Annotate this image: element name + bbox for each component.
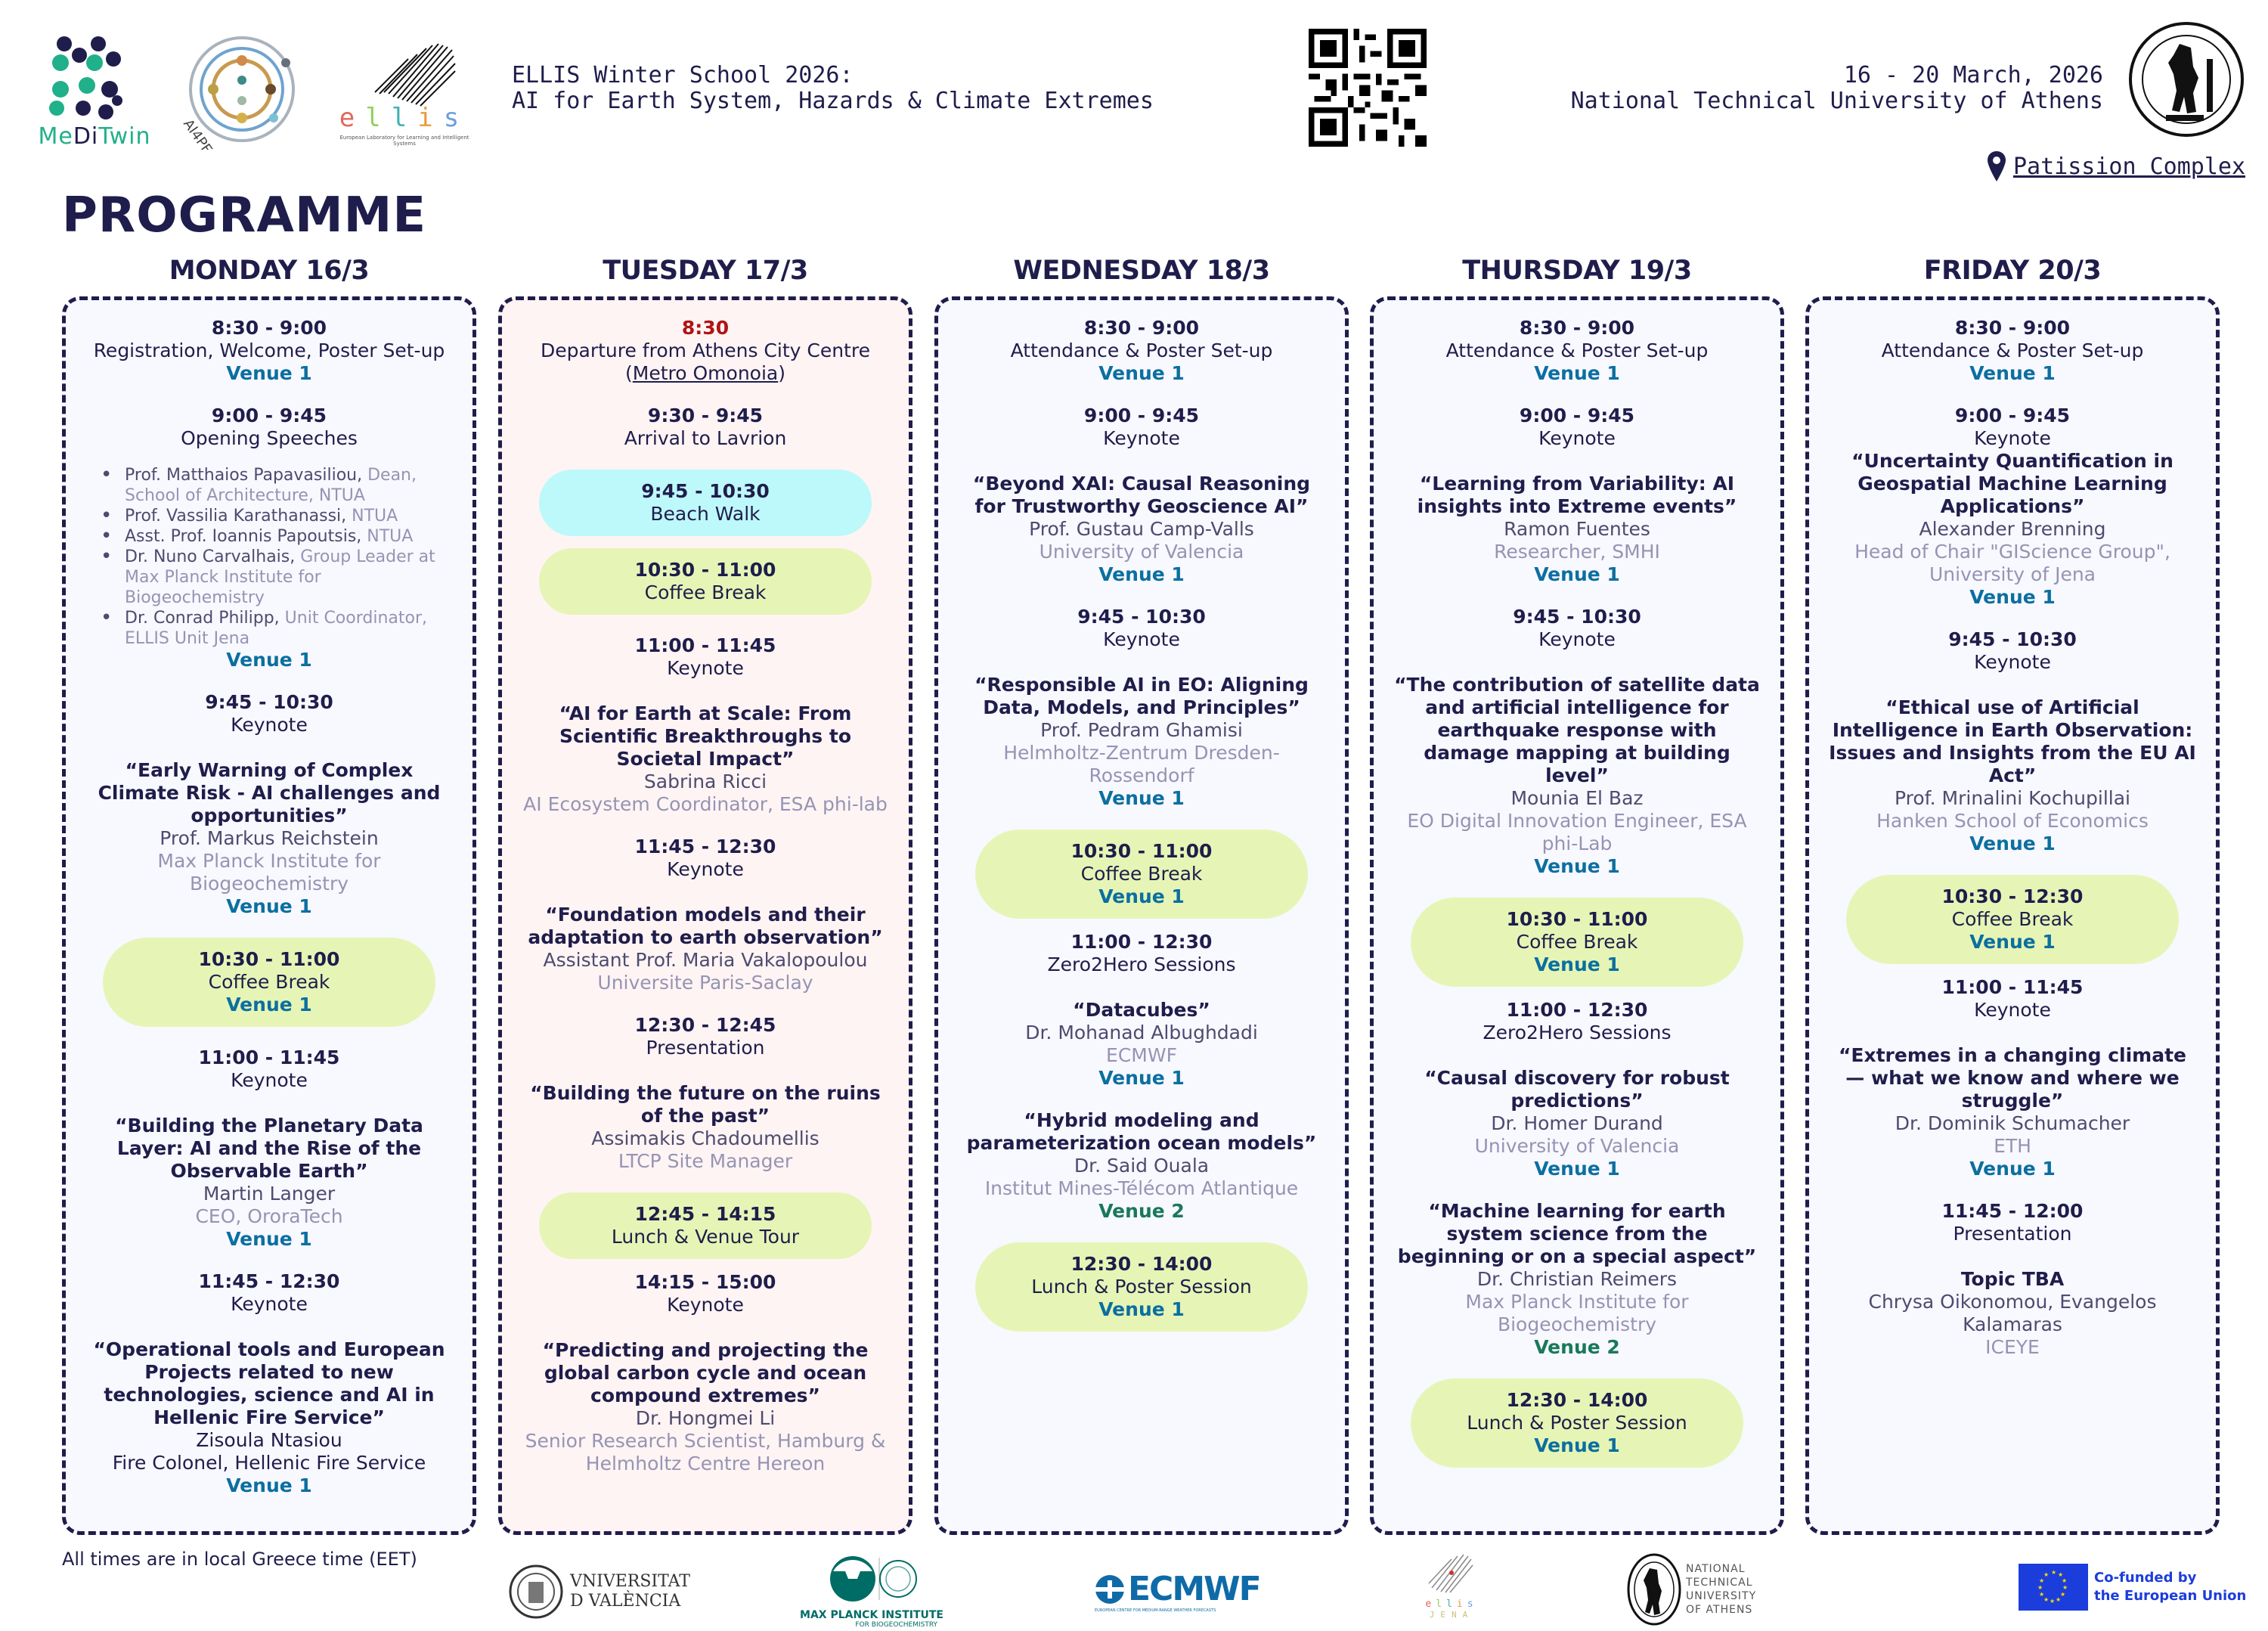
- schedule-slot: [522, 634, 889, 816]
- schedule-slot: [1829, 317, 2196, 385]
- talk-title: “Hybrid modeling and parameterization ocean models”: [966, 1109, 1317, 1154]
- day-column-friday: [1805, 296, 2220, 1535]
- venue-label: Venue 1: [226, 1228, 312, 1250]
- ai4pex-logo: [181, 29, 302, 150]
- schedule-slot: [1829, 1200, 2196, 1359]
- speaker-affiliation: ICEYE: [1985, 1336, 2040, 1358]
- speaker-name: Assimakis Chadoumellis: [591, 1127, 820, 1149]
- zero2hero-session: [958, 1109, 1325, 1223]
- speaker-list-item: • Prof. Vassilia Karathanassi, NTUA: [101, 506, 453, 526]
- slot-time: 8:30 - 9:00: [1083, 317, 1200, 339]
- speaker-name: Alexander Brenning: [1919, 518, 2106, 540]
- qr-code[interactable]: [1309, 29, 1427, 147]
- speaker-affiliation: Hanken School of Economics: [1876, 810, 2149, 832]
- slot-activity: Lunch & Poster Session: [1031, 1276, 1252, 1298]
- ntua-seal-icon: [2127, 21, 2246, 138]
- coffee-break-slot: [103, 938, 435, 1027]
- slot-activity: Coffee Break: [1951, 908, 2074, 930]
- talk-title: “Beyond XAI: Causal Reasoning for Trustworthy Geoscience AI”: [972, 473, 1311, 517]
- speaker-list-item: • Prof. Matthaios Papavasiliou, Dean, School of Architecture, NTUA: [101, 465, 453, 506]
- talk-title: “Causal discovery for robust predictions”: [1424, 1067, 1730, 1112]
- talk-title: “AI for Earth at Scale: From Scientific Breakthroughs to Societal Impact”: [559, 702, 852, 770]
- ecmwf-emblem-icon: [1095, 1574, 1125, 1605]
- slot-activity: Keynote: [667, 657, 744, 679]
- slot-time: 12:30 - 12:45: [634, 1014, 776, 1036]
- day-header-friday: FRIDAY 20/3: [1923, 256, 2102, 286]
- slot-time: 14:15 - 15:00: [634, 1271, 776, 1293]
- coffee-break-slot: [975, 829, 1308, 919]
- speaker-affiliation: Max Planck Institute for Biogeochemistry: [1465, 1291, 1689, 1335]
- meditwin-dots-icon: [38, 29, 151, 119]
- venue-label: Venue 1: [1098, 787, 1185, 809]
- speaker-list-item: • Dr. Nuno Carvalhais, Group Leader at Max Planck Institute for Biogeochemistry: [101, 547, 453, 608]
- slot-time: 9:00 - 9:45: [1954, 405, 2071, 426]
- venue-label: Venue 1: [1969, 362, 2056, 384]
- europe-map-icon: [333, 29, 476, 112]
- day-column-thursday: [1370, 296, 1784, 1535]
- speaker-affiliation: Universite Paris-Saclay: [597, 972, 813, 994]
- slot-activity: Attendance & Poster Set-up: [1881, 340, 2144, 361]
- max-planck-logo: MAX PLANCK INSTITUTE FOR BIOGEOCHEMISTRY: [792, 1552, 951, 1629]
- venue-label: Venue 1: [1534, 362, 1620, 384]
- venue-label: Venue 1: [226, 362, 312, 384]
- departure-location: (Metro Omonoia): [625, 362, 785, 384]
- slot-activity: Keynote: [231, 1069, 308, 1091]
- slot-activity: Departure from Athens City Centre: [541, 340, 870, 361]
- meditwin-logo: [38, 29, 151, 150]
- svg-text:★: ★: [2037, 1584, 2043, 1591]
- svg-text:★: ★: [2051, 1569, 2057, 1576]
- timezone-note: All times are in local Greece time (EET): [62, 1549, 417, 1570]
- speaker-affiliation: University of Valencia: [1474, 1135, 1680, 1157]
- slot-activity: Beach Walk: [650, 503, 761, 525]
- slot-activity: Attendance & Poster Set-up: [1445, 340, 1709, 361]
- slot-time: 10:30 - 11:00: [1506, 908, 1648, 930]
- meditwin-wordmark: MeDiTwin: [38, 123, 151, 150]
- speaker-affiliation: EO Digital Innovation Engineer, ESA phi-Lab: [1407, 810, 1747, 854]
- lunch-slot: [975, 1242, 1308, 1332]
- venue-label: Venue 1: [1534, 563, 1620, 585]
- schedule-slot: [85, 691, 453, 918]
- talk-title: “Operational tools and European Projects related to new technologies, science and AI in Hellenic Fire Service”: [93, 1338, 445, 1428]
- venue-label: Venue 1: [1098, 885, 1185, 907]
- speaker-affiliation: ETH: [1994, 1135, 2031, 1157]
- slot-activity: Lunch & Venue Tour: [611, 1226, 800, 1248]
- venue-label: Venue 1: [1969, 931, 2056, 953]
- venue-label: Venue 1: [1098, 1067, 1185, 1089]
- speaker-name: Dr. Hongmei Li: [635, 1407, 776, 1429]
- schedule-slot: [522, 1271, 889, 1475]
- zero2hero-session: [1393, 1067, 1761, 1180]
- ai4pex-network-icon: [181, 29, 302, 150]
- schedule-slot: [85, 317, 453, 385]
- eu-flag-icon: [2019, 1564, 2088, 1611]
- talk-title: “The contribution of satellite data and artificial intelligence for earthquake response with damage mapping at building level”: [1394, 674, 1760, 786]
- venue-label: Venue 1: [226, 1474, 312, 1496]
- venue-label: Venue 1: [1098, 563, 1185, 585]
- talk-title: “Ethical use of Artificial Intelligence in Earth Observation: Issues and Insights from the EU AI Act”: [1829, 696, 2196, 786]
- talk-title: Topic TBA: [1960, 1268, 2065, 1290]
- lunch-slot: [1411, 1378, 1743, 1468]
- europe-map-icon: [1421, 1549, 1482, 1595]
- speaker-name: Chrysa Oikonomou, Evangelos Kalamaras: [1868, 1291, 2157, 1335]
- day-header-tuesday: TUESDAY 17/3: [603, 256, 808, 286]
- lunch-slot: [539, 1192, 872, 1259]
- schedule-slot: [85, 405, 453, 671]
- speaker-affiliation: Head of Chair "GIScience Group", University of Jena: [1854, 541, 2170, 585]
- svg-text:★: ★: [2062, 1584, 2068, 1591]
- talk-title: “Learning from Variability: AI insights into Extreme events”: [1417, 473, 1737, 517]
- speaker-affiliation: LTCP Site Manager: [618, 1150, 793, 1172]
- speaker-name: Dr. Homer Durand: [1491, 1112, 1663, 1134]
- venue-label: Venue 1: [1098, 362, 1185, 384]
- talk-title: “Extremes in a changing climate — what we know and where we struggle”: [1838, 1044, 2187, 1112]
- slot-activity: Zero2Hero Sessions: [1047, 953, 1236, 975]
- slot-time: 9:30 - 9:45: [647, 405, 764, 426]
- event-title-line2: AI for Earth System, Hazards & Climate Extremes: [512, 88, 1154, 114]
- talk-title: “Datacubes”: [1073, 999, 1210, 1021]
- speaker-name: Dr. Said Ouala: [1074, 1155, 1210, 1177]
- venue-label: Venue 1: [1969, 586, 2056, 608]
- slot-time: 11:00 - 11:45: [1941, 976, 2084, 998]
- day-column-monday: [62, 296, 476, 1535]
- svg-text:★: ★: [2039, 1591, 2045, 1598]
- talk-title: “Foundation models and their adaptation to earth observation”: [528, 904, 883, 948]
- max-planck-emblem-icon: [823, 1552, 921, 1606]
- slot-time: 8:30 - 9:00: [1519, 317, 1635, 339]
- schedule-slot: [1393, 999, 1761, 1359]
- slot-activity: Presentation: [646, 1037, 765, 1059]
- page-title: PROGRAMME: [62, 188, 427, 243]
- schedule-slot: [85, 1047, 453, 1251]
- slot-time: 8:30 - 9:00: [211, 317, 327, 339]
- svg-text:★: ★: [2056, 1596, 2062, 1603]
- speaker-affiliation: CEO, OroraTech: [195, 1205, 343, 1227]
- talk-title: “Uncertainty Quantification in Geospatial Machine Learning Applications”: [1851, 450, 2174, 517]
- slot-activity: Presentation: [1953, 1223, 2072, 1245]
- coffee-break-slot: [1411, 898, 1743, 987]
- schedule-slot: [522, 1014, 889, 1173]
- venue-label: Venue 2: [1534, 1336, 1620, 1358]
- slot-activity: Coffee Break: [1080, 863, 1203, 885]
- slot-activity: Coffee Break: [208, 971, 330, 993]
- venue-label: Venue 1: [1534, 855, 1620, 877]
- venue-location-link[interactable]: [1988, 151, 2245, 181]
- event-dates: [1571, 63, 2103, 114]
- slot-activity: Opening Speeches: [181, 427, 358, 449]
- speaker-name: Mounia El Baz: [1510, 787, 1644, 809]
- svg-text:★: ★: [2058, 1571, 2064, 1578]
- slot-time: 11:45 - 12:00: [1941, 1200, 2084, 1222]
- event-university: National Technical University of Athens: [1570, 88, 2103, 114]
- event-title-line1: ELLIS Winter School 2026:: [512, 62, 854, 88]
- slot-activity: Coffee Break: [1516, 931, 1638, 953]
- venue-label: Venue 1: [1534, 1158, 1620, 1180]
- day-column-wednesday: [934, 296, 1349, 1535]
- ntua-seal-icon: [1627, 1552, 1681, 1627]
- slot-time: 9:45 - 10:30: [1077, 606, 1206, 628]
- slot-activity: Attendance & Poster Set-up: [1010, 340, 1273, 361]
- day-header-wednesday: WEDNESDAY 18/3: [1013, 256, 1270, 286]
- speaker-name: Prof. Markus Reichstein: [160, 827, 379, 849]
- slot-activity: Keynote: [1103, 628, 1180, 650]
- speaker-affiliation: University of Valencia: [1039, 541, 1244, 563]
- day-header-thursday: THURSDAY 19/3: [1462, 256, 1692, 286]
- speaker-name: Zisoula Ntasiou: [196, 1429, 342, 1451]
- slot-activity: Zero2Hero Sessions: [1483, 1022, 1672, 1043]
- slot-activity: Keynote: [1974, 651, 2051, 673]
- slot-time: 8:30: [681, 317, 730, 339]
- schedule-slot: [958, 931, 1325, 1223]
- speaker-name: Sabrina Ricci: [643, 771, 767, 792]
- speaker-name: Dr. Christian Reimers: [1476, 1268, 1678, 1290]
- ellis-jena-logo: ellis JENA: [1421, 1549, 1482, 1620]
- slot-time: 9:00 - 9:45: [211, 405, 327, 426]
- speaker-list: [101, 465, 453, 649]
- slot-activity: Keynote: [1538, 427, 1616, 449]
- ellis-logo: [333, 29, 476, 150]
- svg-text:★: ★: [2039, 1577, 2045, 1584]
- slot-activity: Keynote: [1538, 628, 1616, 650]
- qr-code-icon: [1309, 29, 1427, 147]
- speaker-name: Ramon Fuentes: [1504, 518, 1650, 540]
- venue-label: Venue 1: [1534, 953, 1620, 975]
- svg-text:AI4PEX: AI4PEX: [181, 116, 221, 150]
- venue-label: Venue 1: [1969, 1158, 2056, 1180]
- schedule-slot: [522, 405, 889, 450]
- slot-activity: Keynote: [667, 858, 744, 880]
- slot-activity: Coffee Break: [644, 581, 767, 603]
- venue-label: Venue 1: [1098, 1298, 1185, 1320]
- eu-cofunded-logo: ★ ★ ★ ★ ★ ★ ★ ★ ★ ★ ★ ★ Co-funded by the European Union: [2019, 1564, 2246, 1611]
- speaker-name: Martin Langer: [203, 1183, 336, 1205]
- venue-label: Venue 1: [226, 994, 312, 1015]
- ellis-subtitle: European Laboratory for Learning and Intelligent Systems: [339, 135, 469, 147]
- map-pin-icon: [1988, 151, 2006, 181]
- slot-time: 11:45 - 12:30: [198, 1270, 340, 1292]
- slot-time: 9:45 - 10:30: [641, 480, 770, 502]
- slot-activity: Keynote: [667, 1294, 744, 1316]
- schedule-slot: [522, 836, 889, 994]
- slot-time: 12:30 - 14:00: [1070, 1253, 1213, 1275]
- slot-time: 9:00 - 9:45: [1083, 405, 1200, 426]
- ellis-wordmark: ellis: [339, 103, 470, 133]
- speaker-affiliation: Senior Research Scientist, Hamburg & Helmholtz Centre Hereon: [525, 1430, 886, 1474]
- schedule-slot: [1829, 628, 2196, 855]
- slot-time: 10:30 - 11:00: [198, 948, 340, 970]
- speaker-affiliation: Max Planck Institute for Biogeochemistry: [157, 850, 381, 895]
- partner-logos: [38, 29, 476, 150]
- talk-title: “Early Warning of Complex Climate Risk - AI challenges and opportunities”: [98, 759, 441, 826]
- zero2hero-session: [1393, 1200, 1761, 1359]
- slot-activity: Registration, Welcome, Poster Set-up: [93, 340, 445, 361]
- talk-title: “Predicting and projecting the global carbon cycle and ocean compound extremes”: [542, 1339, 869, 1406]
- slot-time: 11:00 - 11:45: [198, 1047, 340, 1068]
- speaker-name: Dr. Dominik Schumacher: [1895, 1112, 2130, 1134]
- slot-time: 9:00 - 9:45: [1519, 405, 1635, 426]
- svg-text:★: ★: [2050, 1598, 2056, 1605]
- schedule-slot: [958, 606, 1325, 810]
- talk-title: “Responsible AI in EO: Aligning Data, Models, and Principles”: [974, 674, 1309, 718]
- talk-title: “Building the future on the ruins of the past”: [530, 1082, 881, 1127]
- slot-activity: Keynote: [231, 1293, 308, 1315]
- slot-time: 11:00 - 12:30: [1506, 999, 1648, 1021]
- schedule-slot: [522, 317, 889, 385]
- slot-time: 11:45 - 12:30: [634, 836, 776, 857]
- slot-time: 12:30 - 14:00: [1506, 1389, 1648, 1411]
- svg-text:★: ★: [2043, 1571, 2050, 1578]
- speaker-name: Prof. Pedram Ghamisi: [1040, 719, 1243, 741]
- schedule-slot: [1393, 606, 1761, 878]
- slot-activity: Lunch & Poster Session: [1467, 1412, 1687, 1434]
- metro-omonoia-link[interactable]: Metro Omonoia: [632, 362, 779, 384]
- slot-time: 10:30 - 12:30: [1941, 885, 2084, 907]
- event-date-range: 16 - 20 March, 2026: [1843, 62, 2103, 88]
- day-column-tuesday: [498, 296, 912, 1535]
- ecmwf-logo: ECMWF EUROPEAN CENTRE FOR MEDIUM-RANGE WEATHER FORECASTS: [1095, 1570, 1260, 1613]
- venue-label: Venue 1: [1534, 1434, 1620, 1456]
- valencia-logo: VNIVERSITAT D VALÈNCIA: [508, 1564, 690, 1620]
- coffee-break-slot: [539, 548, 872, 615]
- ntua-footer-logo: NATIONAL TECHNICAL UNIVERSITY OF ATHENS: [1627, 1552, 1756, 1627]
- event-title: [512, 63, 1154, 114]
- slot-activity: Keynote: [1974, 999, 2051, 1021]
- slot-time: 10:30 - 11:00: [634, 559, 776, 581]
- speaker-name: Prof. Mrinalini Kochupillai: [1895, 787, 2130, 809]
- schedule-slot: [1393, 405, 1761, 586]
- venue-label: Venue 1: [226, 649, 312, 671]
- slot-activity: Keynote: [1974, 427, 2051, 449]
- slot-time: 9:45 - 10:30: [205, 691, 333, 713]
- slot-time: 9:45 - 10:30: [1513, 606, 1641, 628]
- speaker-affiliation: Researcher, SMHI: [1494, 541, 1660, 563]
- venue-location-label[interactable]: Patission Complex: [2012, 153, 2245, 180]
- venue-label: Venue 2: [1098, 1200, 1185, 1222]
- schedule-slot: [958, 317, 1325, 385]
- speaker-affiliation: Fire Colonel, Hellenic Fire Service: [112, 1452, 426, 1474]
- schedule-slot: [958, 405, 1325, 586]
- speaker-affiliation: ECMWF: [1106, 1044, 1177, 1066]
- speaker-affiliation: Institut Mines-Télécom Atlantique: [984, 1177, 1299, 1199]
- zero2hero-session: [958, 999, 1325, 1090]
- valencia-seal-icon: [508, 1564, 564, 1620]
- speaker-list-item: • Dr. Conrad Philipp, Unit Coordinator, ELLIS Unit Jena: [101, 608, 453, 649]
- svg-text:★: ★: [2060, 1591, 2066, 1598]
- coffee-break-slot: [1846, 875, 2179, 964]
- ntua-seal-logo: [2127, 21, 2246, 138]
- speaker-name: Prof. Gustau Camp-Valls: [1029, 518, 1254, 540]
- schedule-slot: [1393, 317, 1761, 385]
- slot-activity: Keynote: [231, 714, 308, 736]
- day-header-monday: MONDAY 16/3: [169, 256, 370, 286]
- venue-label: Venue 1: [1969, 833, 2056, 854]
- schedule-slot: [1829, 976, 2196, 1180]
- slot-time: 12:45 - 14:15: [634, 1203, 776, 1225]
- svg-text:★: ★: [2043, 1596, 2050, 1603]
- speaker-affiliation: AI Ecosystem Coordinator, ESA phi-lab: [523, 793, 888, 815]
- schedule-slot: [85, 1270, 453, 1497]
- slot-activity: Keynote: [1103, 427, 1180, 449]
- schedule-slot: [1829, 405, 2196, 609]
- talk-title: “Machine learning for earth system science from the beginning or on a special aspect”: [1397, 1200, 1757, 1267]
- speaker-affiliation: Helmholtz-Zentrum Dresden-Rossendorf: [1003, 742, 1280, 786]
- slot-time: 8:30 - 9:00: [1954, 317, 2071, 339]
- speaker-list-item: • Asst. Prof. Ioannis Papoutsis, NTUA: [101, 526, 453, 547]
- slot-activity: Arrival to Lavrion: [624, 427, 787, 449]
- beach-walk-slot: [539, 470, 872, 536]
- speaker-name: Assistant Prof. Maria Vakalopoulou: [543, 949, 868, 971]
- slot-time: 11:00 - 11:45: [634, 634, 776, 656]
- speaker-name: Dr. Mohanad Albughdadi: [1025, 1022, 1258, 1043]
- slot-time: 9:45 - 10:30: [1948, 628, 2077, 650]
- venue-label: Venue 1: [226, 895, 312, 917]
- slot-time: 11:00 - 12:30: [1070, 931, 1213, 953]
- talk-title: “Building the Planetary Data Layer: AI and the Rise of the Observable Earth”: [115, 1115, 423, 1182]
- slot-time: 10:30 - 11:00: [1070, 840, 1213, 862]
- svg-text:★: ★: [2062, 1577, 2068, 1584]
